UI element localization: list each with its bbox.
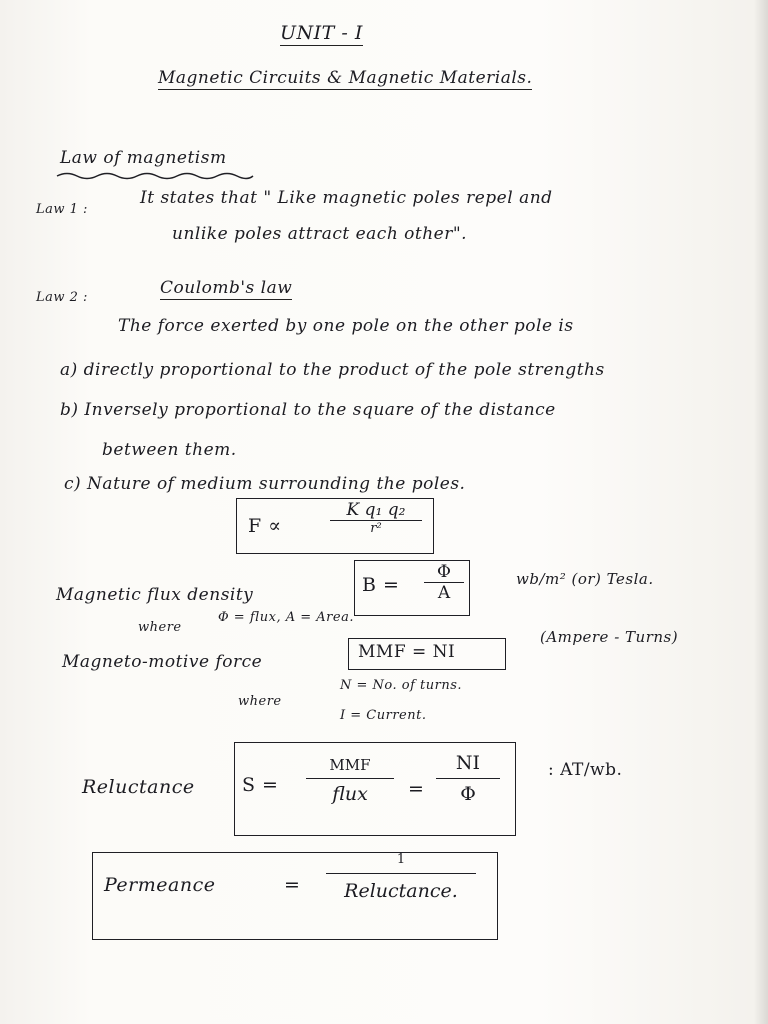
permeance-label: Permeance <box>104 874 216 896</box>
section-heading: Law of magnetism <box>60 148 227 168</box>
reluctance-numerator-1: MMF <box>329 756 371 774</box>
law2-point-b-cont: between them. <box>102 440 237 460</box>
reluctance-numerator-2: NI <box>455 752 481 774</box>
reluctance-fraction-1 <box>306 756 394 805</box>
flux-density-label: Magnetic flux density <box>56 585 254 605</box>
coulomb-numerator: K q₁ q₂ <box>346 500 406 520</box>
coulomb-lhs: F ∝ <box>248 515 282 537</box>
flux-density-lhs: B = <box>362 574 400 596</box>
reluctance-unit: : AT/wb. <box>548 760 623 780</box>
flux-density-fraction <box>424 562 464 603</box>
reluctance-fraction-2 <box>436 752 500 805</box>
law2-title: Coulomb's law <box>160 278 293 298</box>
flux-density-numerator: Φ <box>437 562 451 582</box>
law1-label: Law 1 : <box>36 202 88 217</box>
mmf-def-n: N = No. of turns. <box>340 678 463 693</box>
fraction-bar <box>326 873 476 874</box>
page-subtitle: Magnetic Circuits & Magnetic Materials. <box>158 68 533 88</box>
flux-density-unit: wb/m² (or) Tesla. <box>516 570 654 588</box>
law1-line1: It states that " Like magnetic poles repel and <box>140 188 553 208</box>
flux-density-defs: Φ = flux, A = Area. <box>218 610 354 625</box>
fraction-bar <box>436 778 500 779</box>
coulomb-denominator: r² <box>370 521 382 536</box>
flux-density-where: where <box>138 620 182 635</box>
mmf-where: where <box>238 694 282 709</box>
reluctance-label: Reluctance <box>82 776 195 798</box>
page-edge-shadow <box>754 0 768 1024</box>
reluctance-denominator-2: Φ <box>460 783 476 805</box>
permeance-denominator: Reluctance. <box>344 880 458 902</box>
flux-density-denominator: A <box>437 583 451 603</box>
mmf-formula: MMF = NI <box>358 642 456 662</box>
unit-title: UNIT - I <box>280 22 363 44</box>
permeance-fraction <box>326 852 476 902</box>
law2-intro: The force exerted by one pole on the other pole is <box>118 316 574 336</box>
heading-underline <box>55 170 255 182</box>
permeance-equals: = <box>284 874 301 896</box>
fraction-bar <box>306 778 394 779</box>
mmf-def-i: I = Current. <box>340 708 427 723</box>
permeance-numerator: 1 <box>396 852 406 867</box>
coulomb-fraction <box>330 500 422 536</box>
reluctance-lhs: S = <box>242 774 279 796</box>
law2-point-b: b) Inversely proportional to the square of the distance <box>60 400 556 420</box>
law2-point-c: c) Nature of medium surrounding the poles. <box>64 474 466 494</box>
reluctance-equals: = <box>408 778 425 800</box>
mmf-label: Magneto-motive force <box>62 652 263 672</box>
law2-label: Law 2 : <box>36 290 88 305</box>
mmf-unit: (Ampere - Turns) <box>540 628 679 646</box>
law2-point-a: a) directly proportional to the product of the pole strengths <box>60 360 605 380</box>
reluctance-denominator-1: flux <box>332 783 368 805</box>
law1-line2: unlike poles attract each other". <box>172 224 468 244</box>
